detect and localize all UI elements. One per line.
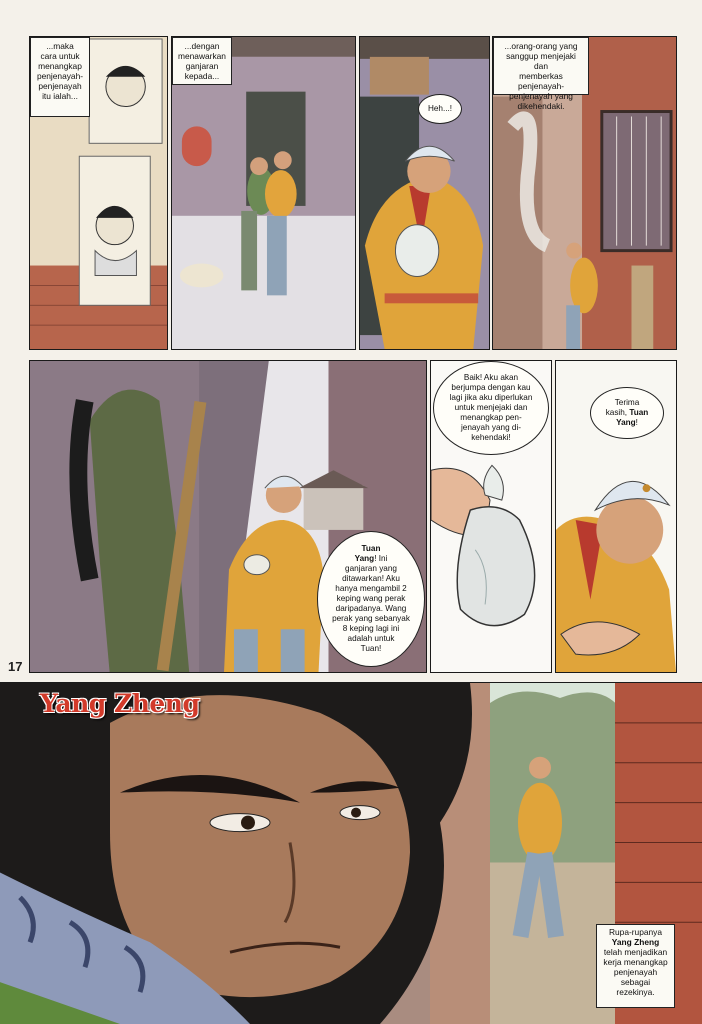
narration-caption: ...maka cara untuk menangkap penjenayah- penjenayah itu ialah... — [30, 37, 90, 117]
narration-caption: ...dengan menawarkan ganjaran kepada... — [172, 37, 232, 85]
hunter-grin-art — [360, 37, 489, 349]
speech-bubble: Tuan Yang! Ini ganjaran yang ditawarkan! Aku hanya mengambil 2 keping wang perak daripadanya. Wang perak yang sebanyak 8 keping lagi ini adalah untuk Tuan! — [317, 531, 425, 667]
panel-hunter-grin — [359, 36, 490, 350]
speech-bubble: Terima kasih, Tuan Yang! — [590, 387, 664, 439]
panel-hunter-thanks — [555, 360, 677, 673]
character-name-title: Yang Zheng — [40, 689, 200, 718]
speech-bubble: Heh...! — [418, 94, 462, 124]
panel-offer-reward — [29, 360, 427, 673]
speech-bubble: Baik! Aku akan berjumpa dengan kau lagi jika aku diperlukan untuk menjejaki dan menangkap pen- jenayah yang di- kehendaki! — [433, 361, 549, 455]
narration-caption: Rupa-rupanya Yang Zheng telah menjadikan kerja menangkap penjenayah sebagai rezekinya. — [596, 924, 675, 1008]
panel-walking-away — [492, 36, 677, 350]
panel-wanted-posters — [29, 36, 168, 350]
narration-caption: ...orang-orang yang sanggup menjejaki dan memberkas penjenayah- penjenayah yang dikehendaki. — [493, 37, 589, 95]
panel-yang-zheng-closeup — [0, 682, 702, 1024]
panel-escort — [171, 36, 356, 350]
page-number: 17 — [8, 659, 23, 674]
panel-money-bag — [430, 360, 552, 673]
